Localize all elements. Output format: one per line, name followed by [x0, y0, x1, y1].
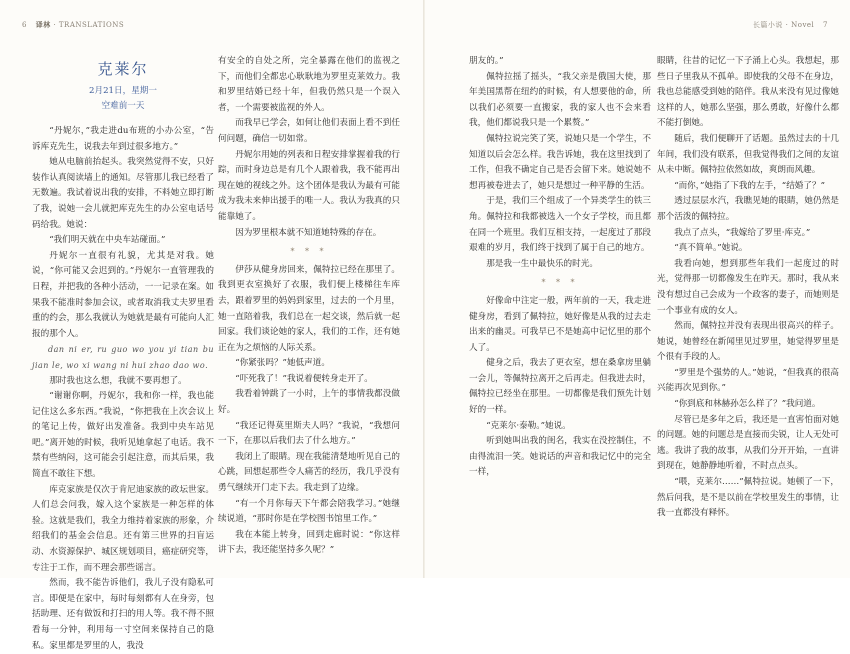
paragraph: 健身之后，我去了更衣室，想在桑拿房里躺一会儿，等佩特拉离开之后再走。但我进去时，佩特拉已经坐在那里。一切都像是我们预先计划好的一样。 — [469, 358, 651, 416]
paragraph: “你到底和林赫孙怎么样了？”我问道。 — [674, 399, 821, 410]
paragraph: 佩特拉摇了摇头，“我父亲是俄国大使，那年美国黑帮在纽约的时候，有人想要他的命，所以我们必须要一直搬家，我的家人也不会来看我，他们都说我只是一个累赘。” — [469, 71, 651, 129]
paragraph: 眼睛，往昔的记忆一下子涌上心头。我想起，那些日子里我从不孤单。即使我的父母不在身边，我也总能感受到她的陪伴。我从来没有见过像她这样的人，她那么坚强，那么勇敢，好像什么都不能打倒她。 — [657, 56, 839, 129]
paragraph: 我看着钟跳了一小时，上午的事情我都没做好。 — [218, 389, 400, 416]
chapter-heading — [32, 54, 214, 114]
paragraph: “罗里是个强势的人。”她说，“但我真的很高兴能再次见到你。” — [657, 367, 839, 394]
paragraph: 而我早已学会，如何让他们表面上看不到任何问题，确信一切如常。 — [218, 118, 400, 144]
right-page — [425, 0, 850, 578]
paragraph: 库克家族是仅次于肯尼迪家族的政坛世家。人们总会问我，嫁入这个家族是一种怎样的体验。这就是我们，我全力维持着家族的形象，介绍我们的基金会信息。还有第三世界的扫盲运动、水资源保护、城区规划项目，癌症研究等，专注于工作，而不理会那些谣言。 — [32, 484, 214, 573]
paragraph: 我点了点头，“我嫁给了罗里·库克。” — [674, 227, 811, 238]
page-number-left: 6 — [22, 21, 27, 29]
paragraph: “而你，”她指了下我的左手，“结婚了？” — [674, 180, 825, 191]
paragraph: 那是我一生中最快乐的时光。 — [486, 258, 598, 269]
chapter-subtitle: 空难前一天 — [101, 101, 145, 111]
paragraph: 随后，我们便聊开了话题。虽然过去的十几年间，我们没有联系，但我觉得我们之间的友谊从未中断。佩特拉依然如故，爽朗而风趣。 — [657, 133, 839, 176]
paragraph: 那时我也这么想，我就不要再想了。 — [49, 375, 187, 386]
italic-paragraph: dan ni er, ru guo wo you yi tian bu jian le, wo xi wang ni hui zhao dao wo. — [32, 345, 214, 370]
paragraph: “克莱尔·泰勒。”她说。 — [486, 420, 571, 431]
series-label: 长篇小说 · Novel — [752, 21, 815, 29]
paragraph: “你紧张吗？”她低声道。 — [235, 358, 330, 369]
paragraph: “真不简单。”她说。 — [674, 243, 748, 254]
paragraph: 伊莎从健身房回来，佩特拉已经在那里了。我到更衣室换好了衣服，我们便上楼梯往车库去，跟着罗里的妈妈到家里，过去的一个月里，她一直陪着我，我们总在一起交谈，然后就一起回家。我们谈论她的家人，我们的工作，还有她正在为之烦恼的人际关系。 — [218, 264, 400, 353]
right-page-header — [753, 20, 834, 30]
paragraph: 朋友的。” — [469, 56, 504, 66]
paragraph: 她从电脑前抬起头。我突然觉得不安，只好装作认真阅读墙上的通知。尽管那儿我已经看了无数遍。我试着说出我的安排，不料她立即打断了我，说她一会儿就把库克先生的办公室电话号码给我。她说： — [32, 157, 214, 230]
paragraph: “吓死我了！”我说着便转身走开了。 — [235, 373, 373, 384]
left-page — [0, 0, 425, 651]
paragraph: 有安全的自处之所，完全暴露在他们的监视之下，而他们全都忠心耿耿地为罗里克莱效力。我和罗里结婚已经十年，但我仍然只是一个误入者，一个需要被监视的外人。 — [218, 56, 400, 113]
paragraph: 我闭上了眼睛。现在我能清楚地听见自己的心跳，回想起那些令人痛苦的经历，我几乎没有勇气继续开门走下去。我走到了边缘。 — [218, 451, 400, 494]
paragraph: “我还记得莫里斯夫人吗？”我说，“我想问一下，在那以后我们去了什么地方。” — [218, 420, 400, 447]
paragraph: “喂，克莱尔……”佩特拉说。她顿了一下，然后问我，是不是以前在学校里发生的事情，让我一直都没有释怀。 — [657, 477, 839, 519]
text-column-3 — [469, 54, 651, 481]
paragraph: 透过层层水汽，我瞧见她的眼睛，她仍然是那个活泼的佩特拉。 — [657, 196, 839, 222]
paragraph: “我们明天就在中央车站碰面。” — [49, 235, 166, 246]
paragraph: 佩特拉说完笑了笑，说她只是一个学生，不知道以后会怎么样。我告诉她，我在这里找到了工作，但我不确定自己是否会留下来。她说她不想再被卷进去了，她只是想过一种平静的生活。 — [469, 133, 651, 191]
paragraph: “谢谢你啊，丹妮尔，我和你一样，我也能记住这么多东西。”我说，“你把我在上次会议上的笔记上传，做好出发准备。我到中央车站见吧。”离开她的时候，我听见她拿起了电话。我不禁有些纳闷，这可能会引起注意，而其后果，我简直不敢往下想。 — [32, 391, 214, 480]
journal-brand: 译林 — [35, 20, 51, 29]
text-column-2 — [218, 54, 400, 559]
section-separator: * * * — [541, 278, 579, 288]
section-separator: * * * — [290, 247, 328, 257]
page-number-right: 7 — [823, 21, 828, 29]
paragraph: “有一个月你每天下午都会陪我学习。”她继续说道，“那时你是在学校图书馆里工作。” — [218, 498, 400, 525]
paragraph: 尽管已是多年之后，我还是一直害怕面对她的问题。她的问题总是直接而尖锐，让人无处可逃。我讲了我的故事，从我们分开开始，一直讲到现在，她静静地听着，不时点点头。 — [657, 414, 839, 472]
paragraph: 然而，我不能告诉他们，我儿子没有隐私可言。即便是在家中，每时每刻都有人在身旁，包括助理、还有做饭和打扫的用人等。我不得不照看每一分钟，利用每一寸空间来保持自己的隐私。家里都是罗里的人，我没 — [32, 578, 214, 651]
paragraph: 丹妮尔一直很有礼貌，尤其是对我。她说，“你可能又会迟到的。”丹妮尔一直管理我的日程，并把我的各种小活动，一一记录在案。如果我不能准时参加会议，或者取消我丈夫罗里看重的约会，那么我就认为她就是最有可能向人汇报的那个人。 — [32, 250, 214, 339]
left-page-header — [16, 20, 124, 30]
text-column-1 — [32, 54, 214, 654]
paragraph: 好像命中注定一般，两年前的一天，我走进健身房，看到了佩特拉，她好像是从我的过去走出来的幽灵。可我早已不是她高中记忆里的那个人了。 — [469, 295, 651, 353]
paragraph: “丹妮尔，”我走进du布班的小办公室，“告诉库克先生，说我去年到过很多地方。” — [32, 126, 214, 152]
chapter-date: 2月21日，星期一 — [89, 86, 157, 96]
paragraph: 丹妮尔用她的列表和日程安排掌握着我的行踪，而时身边总是有几个人跟着我，我不能再出现在她的视线之外。这个团体是我认为最有可能成为我未来伸出援手的唯一人。我认为我真的只能靠她了。 — [218, 149, 400, 222]
paragraph: 然而，佩特拉并没有表现出很高兴的样子。她说，她曾经在新闻里见过罗里，她觉得罗里是个很有手段的人。 — [657, 321, 839, 363]
text-column-4 — [657, 54, 839, 522]
paragraph: 我看向她，想到那些年我们一起度过的时光，觉得那一切都像发生在昨天。那时，我从来没有想过自己会成为一个政客的妻子，而她则是一个事业有成的女人。 — [657, 258, 839, 316]
paragraph: 听到她叫出我的闺名，我实在没控制住，不由得流泪一笑。她说话的声音和我记忆中的完全一样， — [469, 436, 651, 478]
chapter-title: 克莱尔 — [97, 60, 149, 78]
journal-section: · TRANSLATIONS — [53, 21, 125, 29]
paragraph: 因为罗里根本就不知道她特殊的存在。 — [235, 227, 382, 238]
paragraph: 于是，我们三个组成了一个异类学生的铁三角。佩特拉和我都被选入一个女子学校，而且都在同一个班里。我们互相支持，一起度过了那段艰难的岁月，我们终于找到了属于自己的地方。 — [469, 196, 651, 254]
paragraph: 我在本能上转身，回到走廊时说：“你这样讲下去，我还能坚持多久呢？” — [218, 529, 400, 556]
